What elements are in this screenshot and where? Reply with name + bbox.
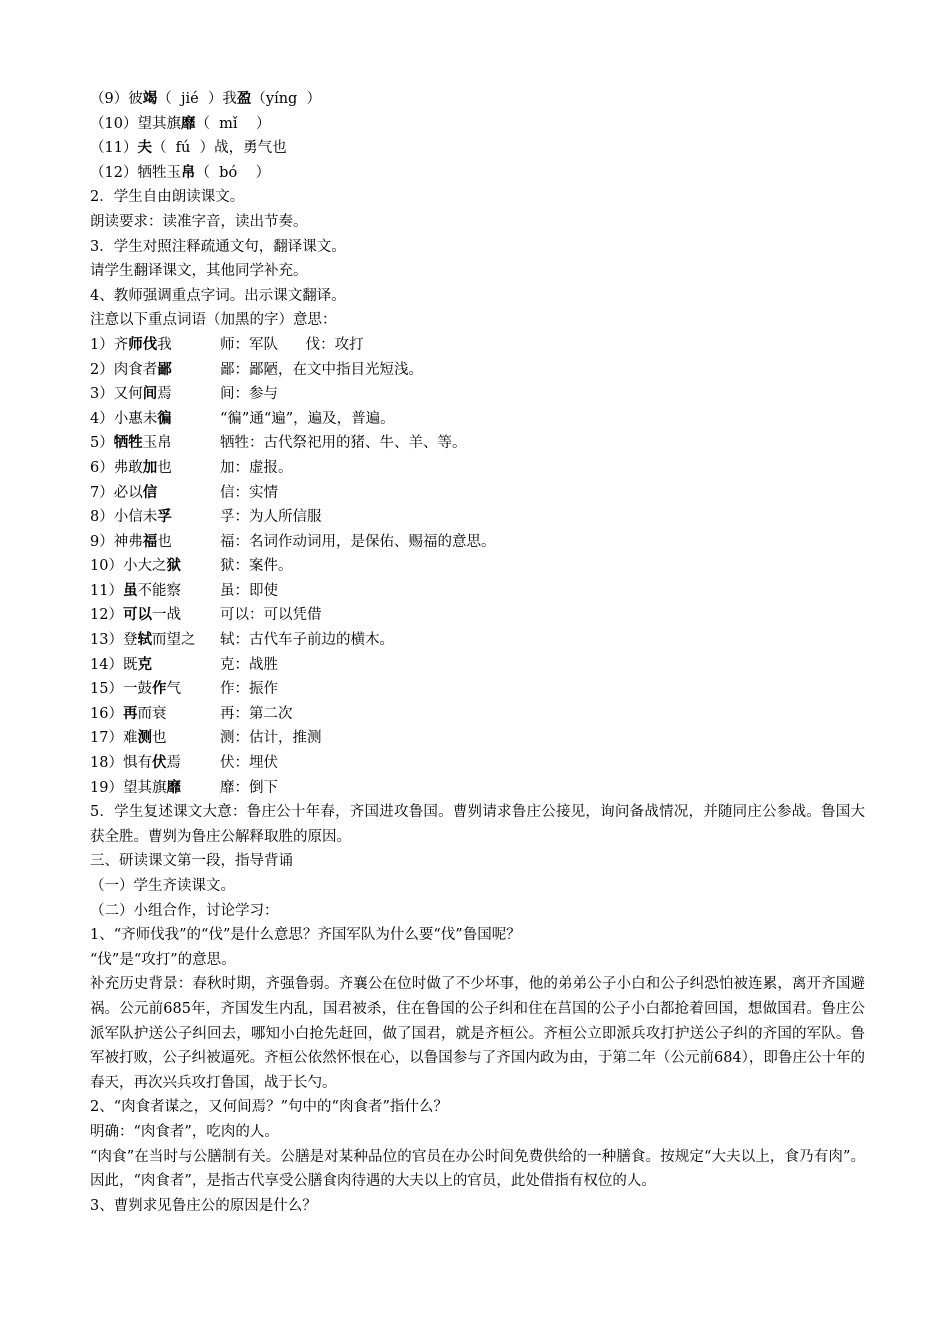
vocab-phrase [90,653,220,678]
vocab-phrase-pre: 2）肉食者 [90,361,158,378]
vocab-phrase-pre: 15）一鼓 [90,681,152,698]
vocab-key-word: 牺牲 [113,434,143,452]
question-2: 2、“肉食者谋之，又何间焉？”句中的“肉食者”指什么？ [90,1099,448,1116]
pinyin-item-prefix: （10）望其旗 [90,115,181,132]
vocab-phrase-post: 焉 [157,386,172,403]
vocab-phrase [90,628,220,653]
vocab-definition: 虽：即使 [220,582,278,599]
pinyin-item-char: 帛 [180,163,196,181]
vocab-key-word: 徧 [157,409,172,427]
sub-item-1: （一）学生齐读课文。 [90,878,235,894]
step-4: 4、教师强调重点字词。出示课文翻译。 [90,287,346,304]
vocab-key-word: 师伐 [128,335,158,353]
pinyin-item [90,136,865,161]
vocab-item [90,456,865,481]
vocab-phrase-pre: 19）望其旗 [90,779,167,796]
vocab-item [90,530,865,555]
vocab-item [90,431,865,456]
vocab-phrase-post: 也 [157,459,172,476]
vocab-definition: 狱：案件。 [220,558,293,575]
vocab-item [90,358,865,383]
vocab-item [90,628,865,653]
vocab-key-word: 虽 [122,581,138,599]
step-3-requirement: 请学生翻译课文，其他同学补充。 [90,263,308,280]
vocab-key-word: 间 [142,385,158,403]
vocab-phrase-post: 而望之 [151,632,196,649]
pinyin-item [90,161,865,186]
history-background: 补充历史背景：春秋时期，齐强鲁弱。齐襄公在位时做了不少坏事，他的弟弟公子小白和公子纠恐怕被连累，离开齐国避祸。公元前685年，齐国发生内乱，国君被杀，住在鲁国的公子纠和住在莒国的公子小白都抢着回国，想做国君。鲁庄公派军队护送公子纠回去，哪知小白抢先赶回，做了国君，就是齐桓公。齐桓公立即派兵攻打护送公子纠的齐国的军队。鲁军被打败，公子纠被逼死。齐桓公依然怀恨在心，以鲁国参与了齐国内政为由，于第二年（公元前684），即鲁庄公十年的春天，再次兴兵攻打鲁国，战于长勺。 [90,976,865,1091]
vocab-item [90,726,865,751]
vocab-definition: “徧”通“遍”，遍及，普遍。 [220,410,395,427]
document-body [90,87,865,1218]
vocab-phrase [90,554,220,579]
vocab-phrase-post: 不能察 [137,582,181,599]
step-5-summary: 5．学生复述课文大意：鲁庄公十年春，齐国进攻鲁国。曹刿请求鲁庄公接见，询问备战情况，并随同庄公参战。鲁国大获全胜。曹刿为鲁庄公解释取胜的原因。 [90,804,865,845]
step-4-note: 注意以下重点词语（加黑的字）意思： [90,312,337,329]
vocab-phrase-post: 一战 [151,607,181,624]
pinyin-item [90,87,865,112]
sub-item-2: （二）小组合作，讨论学习： [90,902,279,919]
vocab-definition: 可以：可以凭借 [220,607,322,624]
vocab-phrase-pre: 6）弗敢 [90,459,143,476]
vocab-phrase [90,407,220,432]
vocab-key-word: 作 [151,680,167,698]
pinyin-item-reading: （ jié ）我 [157,91,237,107]
vocab-phrase-pre: 16） [90,705,123,722]
vocab-phrase-post: 气 [166,681,181,698]
pinyin-item-char-2: 盈 [236,90,252,107]
vocab-phrase [90,505,220,530]
step-3: 3．学生对照注释疏通文句，翻译课文。 [90,238,346,255]
vocab-definition: 孚：为人所信服 [220,509,322,526]
vocab-item [90,407,865,432]
vocab-item [90,333,865,358]
vocab-phrase [90,776,220,801]
vocab-item [90,579,865,604]
vocab-phrase-post: 焉 [166,755,181,772]
answer-2: 明确：“肉食者”，吃肉的人。 [90,1123,279,1140]
vocab-phrase [90,603,220,628]
vocab-definition: 作：振作 [220,681,278,698]
vocab-key-word: 加 [142,458,158,476]
vocab-phrase [90,702,220,727]
vocab-phrase [90,530,220,555]
vocab-definition: 克：战胜 [220,656,278,673]
pinyin-item-char: 夫 [137,139,152,157]
section-3-heading: 三、研读课文第一段，指导背诵 [90,853,293,870]
vocab-item [90,653,865,678]
vocab-definition: 福：名词作动词用，是保佑、赐福的意思。 [220,533,496,550]
vocab-key-word: 鄙 [157,360,172,378]
vocab-phrase-post: 我 [157,336,172,353]
vocab-phrase-pre: 14）既 [90,656,138,673]
vocab-phrase [90,751,220,776]
vocab-phrase-pre: 18）惧有 [90,755,152,772]
vocab-definition: 牺牲：古代祭祀用的猪、牛、羊、等。 [220,435,467,452]
vocab-key-word: 轼 [137,631,152,649]
vocab-phrase [90,677,220,702]
pinyin-item [90,112,865,137]
pinyin-item-reading: （ fú ）战，勇气也 [151,140,287,157]
pinyin-item-reading: （ bó ） [195,164,271,181]
vocab-key-word: 孚 [157,508,172,526]
vocab-phrase-post: 也 [157,533,172,550]
vocab-phrase [90,579,220,604]
vocab-phrase-post: 也 [151,730,167,747]
vocab-item [90,382,865,407]
vocab-item [90,677,865,702]
vocab-key-word: 可以 [122,606,152,624]
vocab-phrase [90,333,220,358]
vocab-definition: 信：实情 [220,484,278,501]
vocab-phrase [90,726,220,751]
vocab-phrase [90,358,220,383]
vocab-item [90,481,865,506]
vocab-phrase-post: 而衰 [137,705,167,722]
pinyin-list [90,87,865,185]
vocab-definition: 间：参与 [220,386,278,403]
vocab-phrase-pre: 10）小大之 [90,558,167,575]
vocab-phrase-pre: 8）小信未 [90,509,158,526]
vocab-definition: 鄙：鄙陋，在文中指目光短浅。 [220,361,423,378]
vocab-phrase [90,456,220,481]
vocab-item [90,505,865,530]
vocab-phrase-pre: 13）登 [90,632,138,649]
vocab-phrase-pre: 12） [90,607,123,624]
vocab-phrase-pre: 7）必以 [90,484,143,501]
vocab-key-word: 测 [137,729,152,747]
vocab-key-word: 克 [137,655,152,673]
vocab-item [90,776,865,801]
vocab-definition: 师：军队 伐：攻打 [220,336,364,353]
vocab-phrase-post: 玉帛 [142,435,172,452]
vocab-item [90,603,865,628]
pinyin-item-prefix: （11） [90,140,138,157]
vocab-definition: 轼：古代车子前边的横木。 [220,632,394,649]
vocab-phrase-pre: 9）神弗 [90,533,143,550]
vocab-key-word: 狱 [166,557,181,575]
step-2-requirement: 朗读要求：读准字音，读出节奏。 [90,213,308,230]
pinyin-item-reading-2: （yíng ） [251,91,322,107]
pinyin-item-char: 靡 [180,114,196,132]
vocab-definition: 测：估计，推测 [220,730,322,747]
vocab-phrase-pre: 4）小惠未 [90,410,158,427]
vocab-key-word: 福 [142,532,158,550]
vocab-key-word: 靡 [166,778,181,796]
vocab-key-word: 再 [122,704,138,722]
vocab-definition: 加：虚报。 [220,459,293,476]
vocab-item [90,702,865,727]
vocab-phrase-pre: 3）又何 [90,386,143,403]
vocab-phrase [90,481,220,506]
vocab-item [90,554,865,579]
question-3: 3、曹刿求见鲁庄公的原因是什么？ [90,1197,317,1214]
vocab-phrase [90,431,220,456]
vocab-phrase-pre: 5） [90,435,114,452]
vocab-list [90,333,865,800]
question-1: 1、“齐师伐我”的“伐”是什么意思？齐国军队为什么要“伐”鲁国呢？ [90,927,521,944]
answer-1: “伐”是“攻打”的意思。 [90,951,236,968]
vocab-phrase-pre: 11） [90,582,123,599]
vocab-definition: 再：第二次 [220,705,293,722]
vocab-definition: 伏：埋伏 [220,755,278,772]
vocab-key-word: 信 [142,483,158,501]
vocab-phrase [90,382,220,407]
vocab-item [90,751,865,776]
vocab-definition: 靡：倒下 [220,779,278,796]
vocab-phrase-pre: 1）齐 [90,336,129,353]
pinyin-item-reading: （ mǐ ） [195,115,271,132]
pinyin-item-prefix: （12）牺牲玉 [90,164,181,181]
pinyin-item-char: 竭 [142,90,158,107]
vocab-key-word: 伏 [151,754,167,772]
step-2: 2．学生自由朗读课文。 [90,189,245,206]
answer-2-detail: “肉食”在当时与公膳制有关。公膳是对某种品位的官员在办公时间免费供给的一种膳食。按规定“大夫以上，食乃有肉”。因此，“肉食者”，是指古代享受公膳食肉待遇的大夫以上的官员，此处借指有权位的人。 [90,1148,865,1190]
vocab-phrase-pre: 17）难 [90,730,138,747]
pinyin-item-prefix: （9）彼 [90,91,143,107]
